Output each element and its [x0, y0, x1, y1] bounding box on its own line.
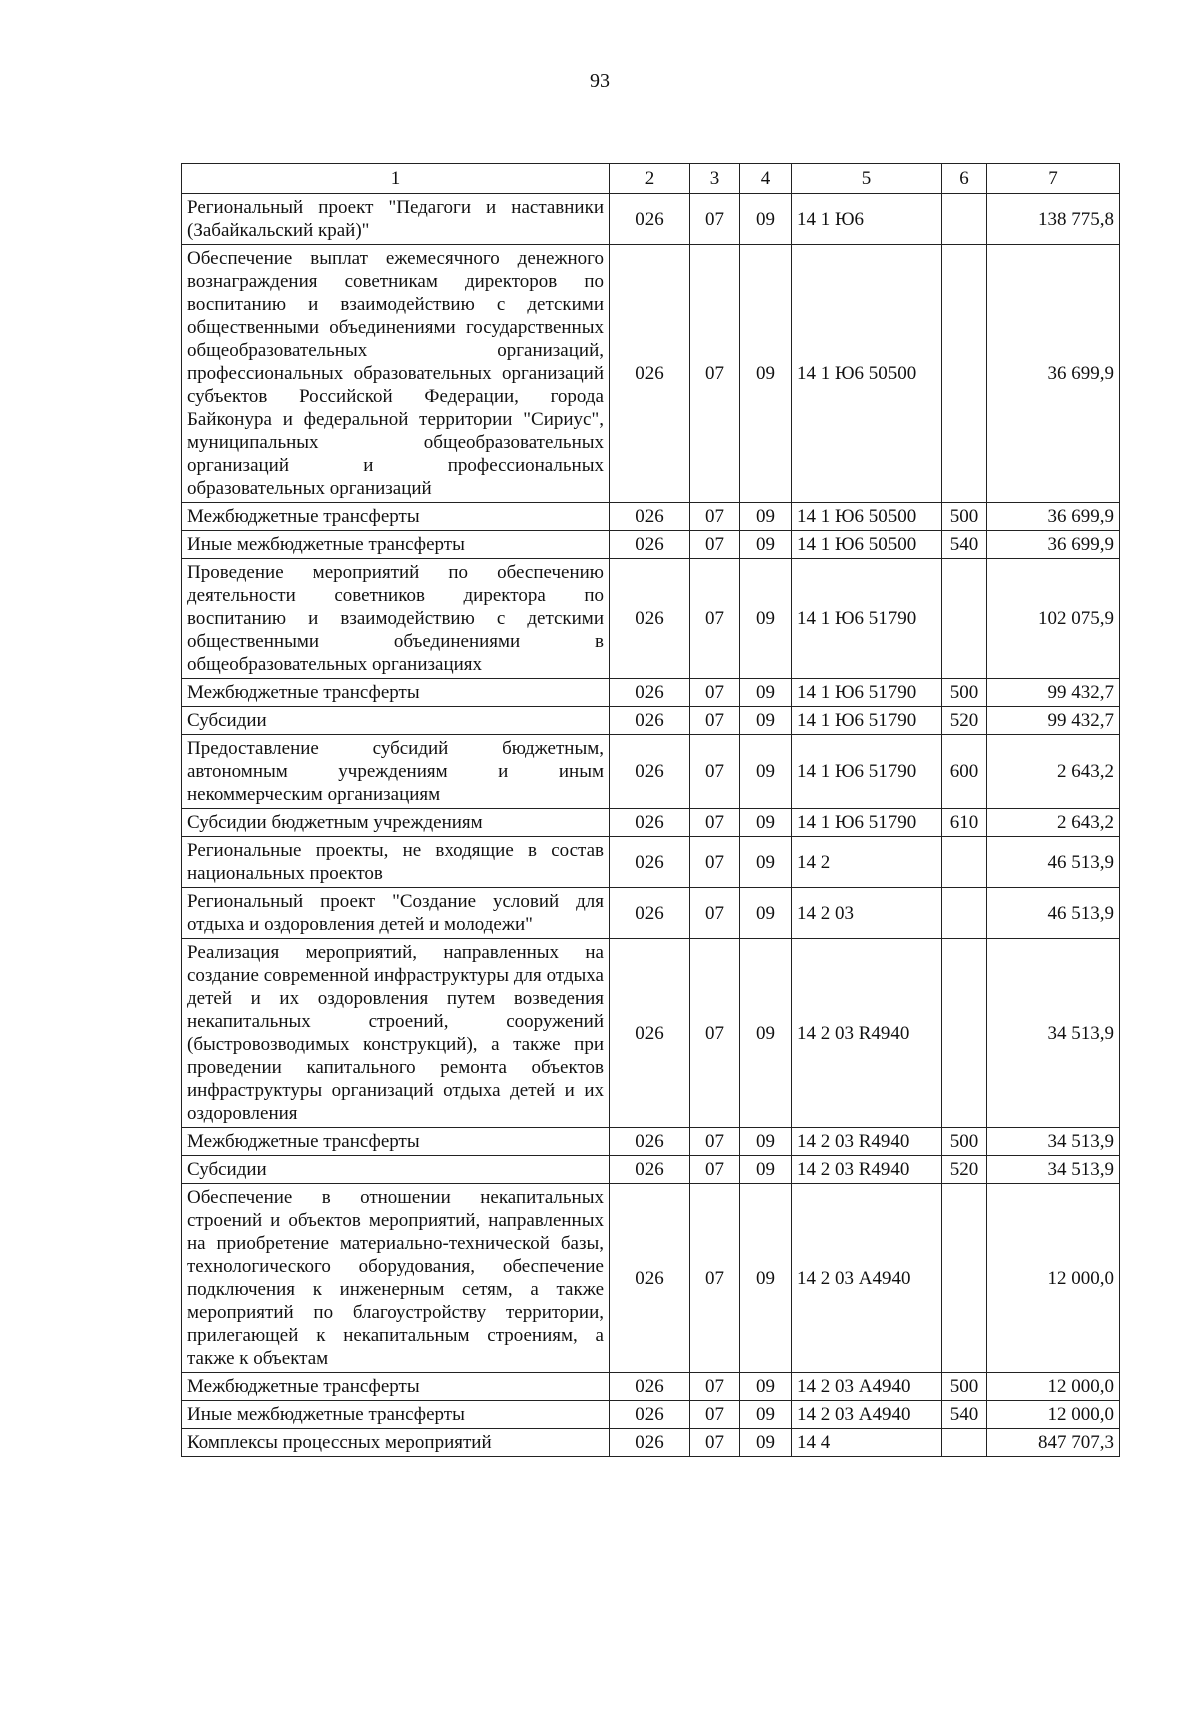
row-target-article-cell: 14 2 03 А4940	[792, 1401, 942, 1429]
row-name-cell: Иные межбюджетные трансферты	[182, 531, 610, 559]
table-row	[182, 245, 1120, 503]
row-name-cell: Субсидии	[182, 1156, 610, 1184]
row-amount-cell: 138 775,8	[987, 194, 1120, 245]
row-expense-type-cell: 540	[942, 531, 987, 559]
row-section-cell: 07	[690, 837, 740, 888]
column-header-ministry: 2	[610, 164, 690, 194]
row-amount-cell: 36 699,9	[987, 503, 1120, 531]
column-header-target-article: 5	[792, 164, 942, 194]
row-target-article-cell: 14 2 03 R4940	[792, 939, 942, 1128]
row-amount-cell: 36 699,9	[987, 531, 1120, 559]
table-row	[182, 503, 1120, 531]
table-row	[182, 194, 1120, 245]
row-amount-cell: 34 513,9	[987, 939, 1120, 1128]
row-name-cell: Проведение мероприятий по обеспечению деятельности советников директора по воспитанию и взаимодействию с детскими общественными объединениями в общеобразовательных организациях	[182, 559, 610, 679]
row-section-cell: 07	[690, 1401, 740, 1429]
row-section-cell: 07	[690, 245, 740, 503]
row-name-cell: Комплексы процессных мероприятий	[182, 1429, 610, 1457]
row-ministry-cell: 026	[610, 245, 690, 503]
row-expense-type-cell	[942, 245, 987, 503]
row-name-cell: Субсидии	[182, 707, 610, 735]
row-subsection-cell: 09	[740, 1401, 792, 1429]
row-section-cell: 07	[690, 1184, 740, 1373]
row-target-article-cell: 14 1 Ю6 51790	[792, 735, 942, 809]
row-section-cell: 07	[690, 707, 740, 735]
row-expense-type-cell	[942, 559, 987, 679]
row-section-cell: 07	[690, 194, 740, 245]
row-amount-cell: 12 000,0	[987, 1373, 1120, 1401]
row-amount-cell: 847 707,3	[987, 1429, 1120, 1457]
row-name-cell: Региональные проекты, не входящие в состав национальных проектов	[182, 837, 610, 888]
row-expense-type-cell: 500	[942, 1128, 987, 1156]
row-name-cell: Региональный проект "Создание условий для отдыха и оздоровления детей и молодежи"	[182, 888, 610, 939]
table-row	[182, 559, 1120, 679]
row-target-article-cell: 14 1 Ю6 51790	[792, 559, 942, 679]
row-section-cell: 07	[690, 503, 740, 531]
row-amount-cell: 34 513,9	[987, 1156, 1120, 1184]
column-header-subsection: 4	[740, 164, 792, 194]
row-target-article-cell: 14 1 Ю6	[792, 194, 942, 245]
row-section-cell: 07	[690, 531, 740, 559]
row-amount-cell: 2 643,2	[987, 809, 1120, 837]
row-expense-type-cell: 520	[942, 707, 987, 735]
row-subsection-cell: 09	[740, 1156, 792, 1184]
row-section-cell: 07	[690, 735, 740, 809]
row-name-cell: Региональный проект "Педагоги и наставники (Забайкальский край)"	[182, 194, 610, 245]
row-amount-cell: 12 000,0	[987, 1401, 1120, 1429]
row-amount-cell: 12 000,0	[987, 1184, 1120, 1373]
row-expense-type-cell: 500	[942, 1373, 987, 1401]
row-section-cell: 07	[690, 939, 740, 1128]
row-ministry-cell: 026	[610, 194, 690, 245]
row-subsection-cell: 09	[740, 559, 792, 679]
row-name-cell: Межбюджетные трансферты	[182, 1373, 610, 1401]
row-expense-type-cell: 500	[942, 679, 987, 707]
row-target-article-cell: 14 1 Ю6 50500	[792, 245, 942, 503]
row-ministry-cell: 026	[610, 559, 690, 679]
row-target-article-cell: 14 1 Ю6 50500	[792, 531, 942, 559]
row-section-cell: 07	[690, 1429, 740, 1457]
row-expense-type-cell	[942, 1184, 987, 1373]
row-expense-type-cell	[942, 837, 987, 888]
row-name-cell: Межбюджетные трансферты	[182, 1128, 610, 1156]
table-row	[182, 1429, 1120, 1457]
row-section-cell: 07	[690, 1128, 740, 1156]
row-target-article-cell: 14 2 03 R4940	[792, 1156, 942, 1184]
table-row	[182, 809, 1120, 837]
row-expense-type-cell: 540	[942, 1401, 987, 1429]
column-header-name: 1	[182, 164, 610, 194]
row-expense-type-cell: 500	[942, 503, 987, 531]
row-ministry-cell: 026	[610, 531, 690, 559]
table-body	[182, 194, 1120, 1457]
row-subsection-cell: 09	[740, 939, 792, 1128]
row-amount-cell: 2 643,2	[987, 735, 1120, 809]
row-target-article-cell: 14 2 03 А4940	[792, 1373, 942, 1401]
row-target-article-cell: 14 2 03 R4940	[792, 1128, 942, 1156]
row-expense-type-cell	[942, 194, 987, 245]
row-subsection-cell: 09	[740, 1373, 792, 1401]
row-target-article-cell: 14 2	[792, 837, 942, 888]
column-header-section: 3	[690, 164, 740, 194]
row-subsection-cell: 09	[740, 809, 792, 837]
table-row	[182, 707, 1120, 735]
column-header-amount: 7	[987, 164, 1120, 194]
row-ministry-cell: 026	[610, 888, 690, 939]
row-name-cell: Предоставление субсидий бюджетным, автономным учреждениям и иным некоммерческим организациям	[182, 735, 610, 809]
row-expense-type-cell	[942, 939, 987, 1128]
table-row	[182, 735, 1120, 809]
row-target-article-cell: 14 2 03 А4940	[792, 1184, 942, 1373]
row-subsection-cell: 09	[740, 679, 792, 707]
budget-table	[181, 163, 1120, 1457]
row-expense-type-cell: 610	[942, 809, 987, 837]
row-name-cell: Межбюджетные трансферты	[182, 503, 610, 531]
row-ministry-cell: 026	[610, 679, 690, 707]
row-section-cell: 07	[690, 809, 740, 837]
row-ministry-cell: 026	[610, 1373, 690, 1401]
row-name-cell: Обеспечение в отношении некапитальных строений и объектов мероприятий, направленных на приобретение материально-технической базы, технологического оборудования, обеспечение подключения к инженерным сетям, а также мероприятий по благоустройству территории, прилегающей к некапитальным строениям, а также к объектам	[182, 1184, 610, 1373]
table-row	[182, 531, 1120, 559]
row-subsection-cell: 09	[740, 888, 792, 939]
row-name-cell: Иные межбюджетные трансферты	[182, 1401, 610, 1429]
table-row	[182, 939, 1120, 1128]
row-subsection-cell: 09	[740, 194, 792, 245]
row-subsection-cell: 09	[740, 735, 792, 809]
row-name-cell: Субсидии бюджетным учреждениям	[182, 809, 610, 837]
row-ministry-cell: 026	[610, 503, 690, 531]
row-subsection-cell: 09	[740, 531, 792, 559]
table-row	[182, 679, 1120, 707]
row-ministry-cell: 026	[610, 1128, 690, 1156]
row-section-cell: 07	[690, 1373, 740, 1401]
row-amount-cell: 102 075,9	[987, 559, 1120, 679]
row-amount-cell: 99 432,7	[987, 707, 1120, 735]
row-expense-type-cell: 600	[942, 735, 987, 809]
row-amount-cell: 99 432,7	[987, 679, 1120, 707]
row-subsection-cell: 09	[740, 1429, 792, 1457]
column-header-expense-type: 6	[942, 164, 987, 194]
row-name-cell: Реализация мероприятий, направленных на создание современной инфраструктуры для отдыха детей и их оздоровления путем возведения некапитальных строений, сооружений (быстровозводимых конструкций), а также при проведении капитального ремонта объектов инфраструктуры организаций отдыха детей и их оздоровления	[182, 939, 610, 1128]
row-section-cell: 07	[690, 1156, 740, 1184]
row-subsection-cell: 09	[740, 837, 792, 888]
row-target-article-cell: 14 1 Ю6 51790	[792, 809, 942, 837]
row-target-article-cell: 14 1 Ю6 50500	[792, 503, 942, 531]
row-ministry-cell: 026	[610, 735, 690, 809]
row-target-article-cell: 14 2 03	[792, 888, 942, 939]
row-amount-cell: 34 513,9	[987, 1128, 1120, 1156]
row-ministry-cell: 026	[610, 1429, 690, 1457]
row-subsection-cell: 09	[740, 1184, 792, 1373]
row-target-article-cell: 14 1 Ю6 51790	[792, 707, 942, 735]
row-ministry-cell: 026	[610, 1401, 690, 1429]
row-name-cell: Обеспечение выплат ежемесячного денежного вознаграждения советникам директоров по воспитанию и взаимодействию с детскими общественными объединениями государственных общеобразовательных организаций, профессиональных образовательных организаций субъектов Российской Федерации, города Байконура и федеральной территории "Сириус", муниципальных общеобразовательных организаций и профессиональных образовательных организаций	[182, 245, 610, 503]
row-section-cell: 07	[690, 679, 740, 707]
table-row	[182, 1401, 1120, 1429]
table-header-row	[182, 164, 1120, 194]
row-amount-cell: 46 513,9	[987, 837, 1120, 888]
row-expense-type-cell	[942, 1429, 987, 1457]
row-expense-type-cell	[942, 888, 987, 939]
table-row	[182, 888, 1120, 939]
row-ministry-cell: 026	[610, 707, 690, 735]
page-number: 93	[590, 70, 610, 92]
row-ministry-cell: 026	[610, 939, 690, 1128]
row-subsection-cell: 09	[740, 245, 792, 503]
row-ministry-cell: 026	[610, 1156, 690, 1184]
row-section-cell: 07	[690, 559, 740, 679]
table-row	[182, 1184, 1120, 1373]
row-section-cell: 07	[690, 888, 740, 939]
row-ministry-cell: 026	[610, 837, 690, 888]
row-subsection-cell: 09	[740, 1128, 792, 1156]
table-row	[182, 1156, 1120, 1184]
table-row	[182, 837, 1120, 888]
row-subsection-cell: 09	[740, 503, 792, 531]
row-ministry-cell: 026	[610, 1184, 690, 1373]
table-row	[182, 1373, 1120, 1401]
row-name-cell: Межбюджетные трансферты	[182, 679, 610, 707]
row-subsection-cell: 09	[740, 707, 792, 735]
row-target-article-cell: 14 1 Ю6 51790	[792, 679, 942, 707]
row-amount-cell: 36 699,9	[987, 245, 1120, 503]
row-amount-cell: 46 513,9	[987, 888, 1120, 939]
row-target-article-cell: 14 4	[792, 1429, 942, 1457]
row-expense-type-cell: 520	[942, 1156, 987, 1184]
row-ministry-cell: 026	[610, 809, 690, 837]
table-row	[182, 1128, 1120, 1156]
